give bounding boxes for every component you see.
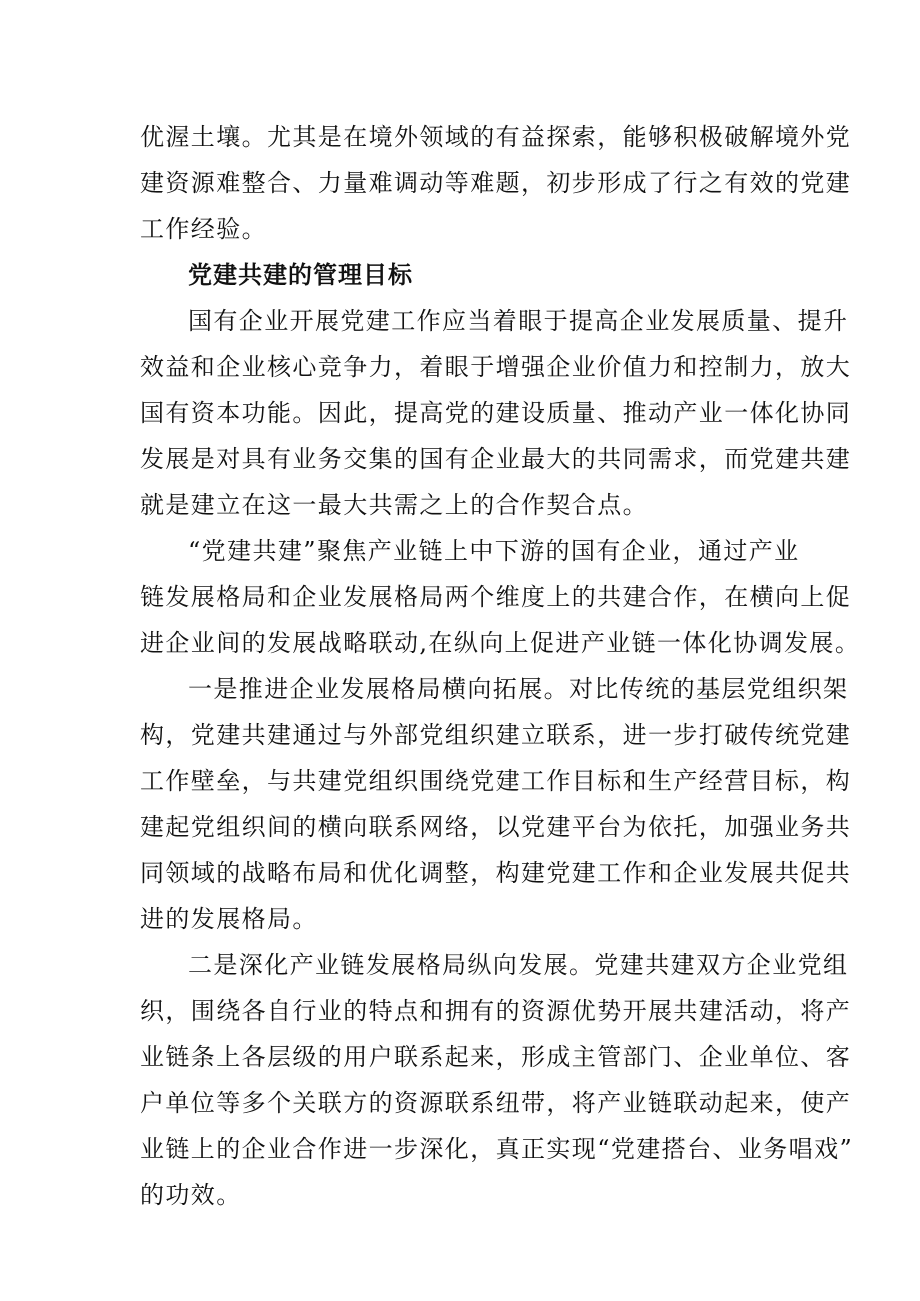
paragraph-line: 发展是对具有业务交集的国有企业最大的共同需求，而党建共建	[140, 445, 852, 473]
paragraph-line: 建起党组织间的横向联系网络，以党建平台为依托，加强业务共	[140, 813, 852, 841]
paragraph-line: 工作经验。	[140, 215, 267, 243]
paragraph-line: 进的发展格局。	[140, 905, 318, 933]
paragraph-line: 业链条上各层级的用户联系起来，形成主管部门、企业单位、客	[140, 1043, 852, 1071]
paragraph-line: “党建共建”聚焦产业链上中下游的国有企业，通过产业	[188, 537, 800, 565]
section-heading: 党建共建的管理目标	[188, 261, 413, 289]
paragraph-line: 一是推进企业发展格局横向拓展。对比传统的基层党组织架	[188, 675, 849, 703]
paragraph-line: 二是深化产业链发展格局纵向发展。党建共建双方企业党组	[188, 951, 849, 979]
paragraph-line: 就是建立在这一最大共需之上的合作契合点。	[140, 491, 648, 519]
paragraph-line: 链发展格局和企业发展格局两个维度上的共建合作，在横向上促	[140, 583, 852, 611]
paragraph-line: 优渥土壤。尤其是在境外领域的有益探索，能够积极破解境外党	[140, 123, 852, 151]
paragraph-line: 织，围绕各自行业的特点和拥有的资源优势开展共建活动，将产	[140, 997, 852, 1025]
paragraph-line: 户单位等多个关联方的资源联系纽带，将产业链联动起来，使产	[140, 1089, 852, 1117]
paragraph-line: 国有企业开展党建工作应当着眼于提高企业发展质量、提升	[188, 307, 849, 335]
paragraph-line: 业链上的企业合作进一步深化，真正实现“党建搭台、业务唱戏”	[140, 1135, 854, 1163]
paragraph-line: 同领域的战略布局和优化调整，构建党建工作和企业发展共促共	[140, 859, 852, 887]
paragraph-line: 国有资本功能。因此，提高党的建设质量、推动产业一体化协同	[140, 399, 852, 427]
paragraph-line: 进企业间的发展战略联动,在纵向上促进产业链一体化协调发展。	[140, 629, 861, 657]
paragraph-line: 构，党建共建通过与外部党组织建立联系，进一步打破传统党建	[140, 721, 852, 749]
paragraph-line: 建资源难整合、力量难调动等难题，初步形成了行之有效的党建	[140, 169, 852, 197]
paragraph-line: 效益和企业核心竞争力，着眼于增强企业价值力和控制力，放大	[140, 353, 852, 381]
paragraph-line: 工作壁垒，与共建党组织围绕党建工作目标和生产经营目标，构	[140, 767, 852, 795]
paragraph-line: 的功效。	[140, 1181, 242, 1209]
